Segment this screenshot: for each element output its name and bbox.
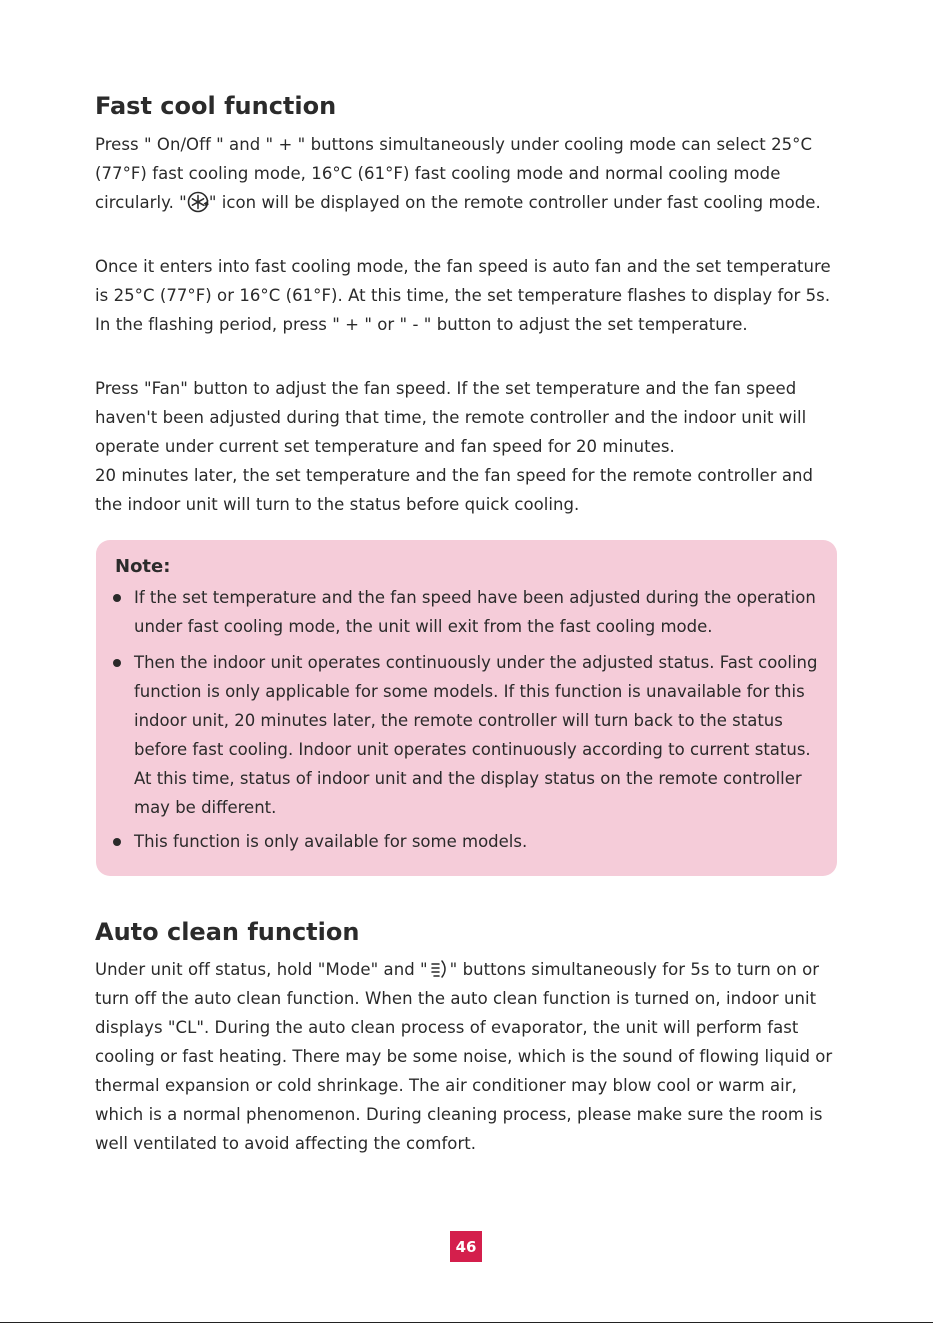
bullet-dot-icon <box>113 838 121 846</box>
note-item-text: Then the indoor unit operates continuously under the adjusted status. Fast cooling function is only applicable for some models. If this function is unavailable for this indoor unit, 20 minutes later, the remote controller will turn back to the status before fast cooling. Indoor unit operates continuously according to current status. At this time, status of indoor unit and the display status on the remote controller may be different. <box>134 653 818 817</box>
bullet-dot-icon <box>113 659 121 667</box>
fast-cool-paragraph-2: Once it enters into fast cooling mode, the fan speed is auto fan and the set temperature is 25°C (77°F) or 16°C (61°F). At this time, the set temperature flashes to display for 5s. In the flashing period, press " + " or " - " button to adjust the set temperature. <box>95 257 831 334</box>
bottom-divider <box>0 1322 933 1323</box>
note-item <box>134 583 824 641</box>
auto-clean-text-b: " buttons simultaneously for 5s to turn on or turn off the auto clean function. When the auto clean function is turned on, indoor unit displays "CL". During the auto clean process of evaporator, the unit will perform fast cooling or fast heating. There may be some noise, which is the sound of flowing liquid or thermal expansion or cold shrinkage. The air conditioner may blow cool or warm air, which is a normal phenomenon. During cleaning process, please make sure the room is well ventilated to avoid affecting the comfort. <box>95 960 833 1153</box>
auto-clean-paragraph <box>95 955 843 1158</box>
note-item <box>134 648 824 822</box>
fast-cool-paragraph-1 <box>95 130 843 217</box>
fast-cool-paragraph-3: Press "Fan" button to adjust the fan speed. If the set temperature and the fan speed haven't been adjusted during that time, the remote controller and the indoor unit will operate under current set temperature and fan speed for 20 minutes. <box>95 379 807 456</box>
auto-clean-heading: Auto clean function <box>95 918 360 946</box>
note-item-text: If the set temperature and the fan speed have been adjusted during the operation under fast cooling mode, the unit will exit from the fast cooling mode. <box>134 588 816 636</box>
bullet-dot-icon <box>113 594 121 602</box>
fast-cool-snowflake-icon <box>187 191 209 213</box>
note-item <box>134 827 824 856</box>
note-box <box>96 540 837 876</box>
note-item-text: This function is only available for some models. <box>134 832 528 851</box>
swing-louver-icon <box>428 958 450 980</box>
page-number: 46 <box>450 1231 482 1262</box>
fast-cool-p1-text-a: Press " On/Off " and " + " buttons simultaneously under cooling mode can select 25°C (77°F) fast cooling mode, 16°C (61°F) fast cooling mode and normal cooling mode circularly. " <box>95 135 813 212</box>
note-title: Note: <box>115 556 171 577</box>
fast-cool-paragraph-4: 20 minutes later, the set temperature and the fan speed for the remote controller and the indoor unit will turn to the status before quick cooling. <box>95 466 814 514</box>
fast-cool-p1-text-b: " icon will be displayed on the remote controller under fast cooling mode. <box>208 193 821 212</box>
fast-cool-heading: Fast cool function <box>95 92 337 120</box>
auto-clean-text-a: Under unit off status, hold "Mode" and " <box>95 960 428 979</box>
